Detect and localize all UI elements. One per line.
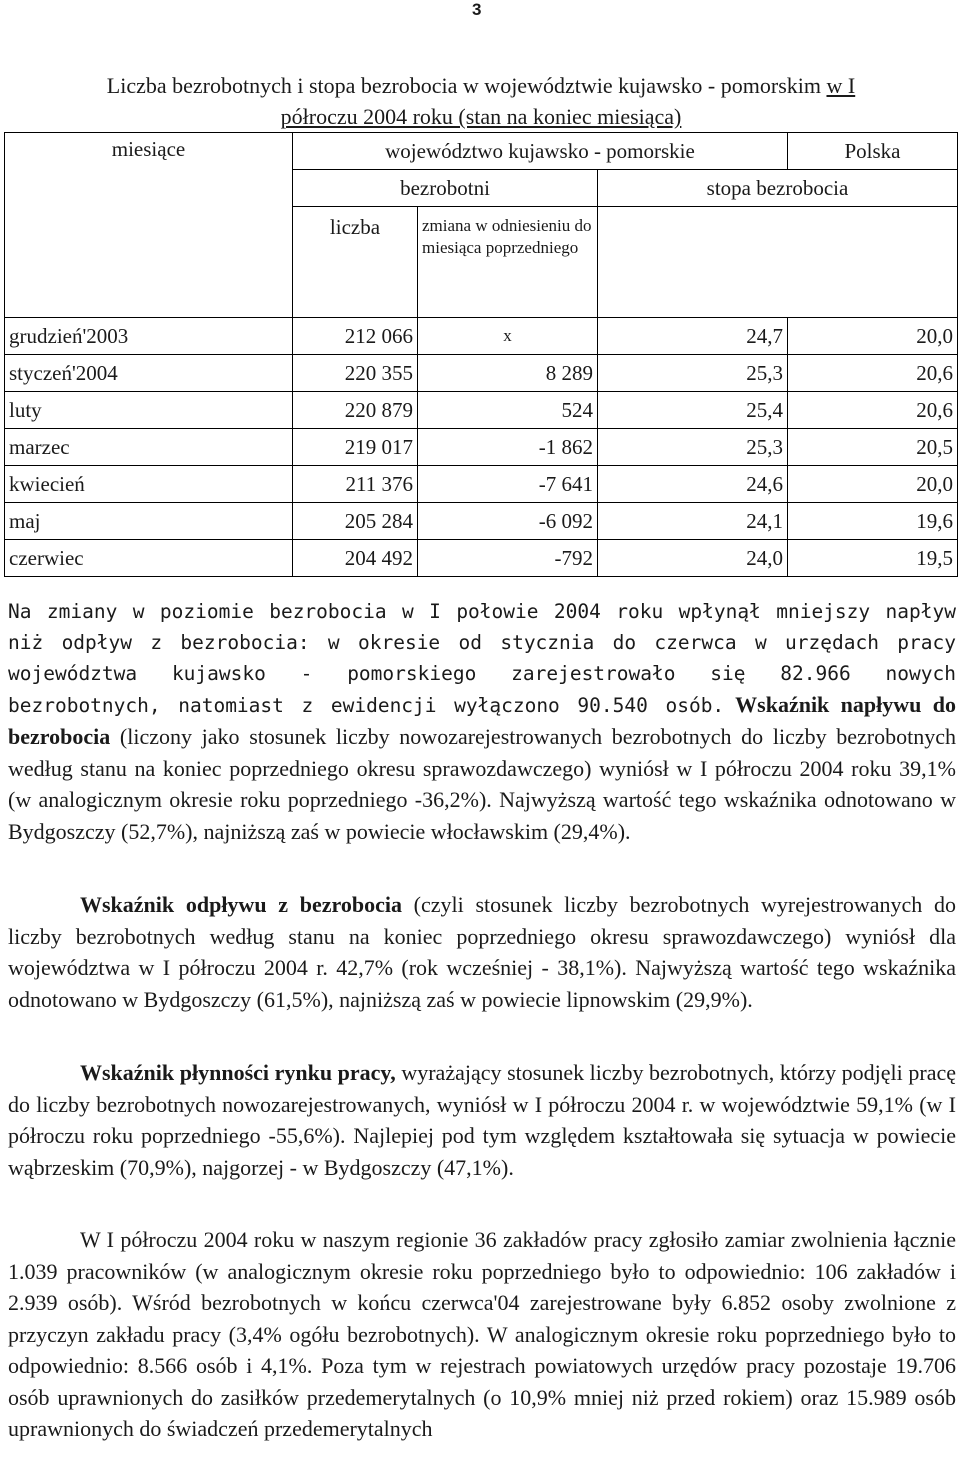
table-body bbox=[5, 318, 958, 577]
paragraph-inflow-intro: Na zmiany w poziomie bezrobocia w I połowie 2004 roku wpłynął mniejszy napływ niż odpływ z bezrobocia: w okresie od stycznia do czerwca w urzędach pracy województwa kujawsko - pomorskiego zarejestrowało się 82.966 nowych bezrobotnych, natomiast z ewidencji wyłączono 90.540 osób. bbox=[8, 600, 956, 717]
header-change: zmiana w odniesieniu do miesiąca poprzedniego bbox=[418, 207, 598, 318]
cell-rate: 24,1 bbox=[598, 503, 788, 540]
header-region: województwo kujawsko - pomorskie bbox=[293, 133, 788, 170]
paragraph-inflow bbox=[8, 596, 956, 847]
cell-month: styczeń'2004 bbox=[5, 355, 293, 392]
inflow-rate-text: (liczony jako stosunek liczby nowozarejestrowanych bezrobotnych do liczby bezrobotnych według stanu na koniec poprzedniego okresu sprawozdawczego) wyniósł w I półroczu 2004 roku 39,1% (w analogicznym okresie roku poprzedniego -36,2%). Najwyższą wartość tego wskaźnika odnotowano w Bydgoszczy (52,7%), najniższą zaś w powiecie włocławskim (29,4%). bbox=[8, 724, 956, 844]
cell-month: czerwiec bbox=[5, 540, 293, 577]
cell-change: -6 092 bbox=[418, 503, 598, 540]
table-row bbox=[5, 429, 958, 466]
cell-change: 524 bbox=[418, 392, 598, 429]
cell-month: grudzień'2003 bbox=[5, 318, 293, 355]
paragraph-outflow bbox=[8, 889, 956, 1015]
cell-poland: 19,6 bbox=[788, 503, 958, 540]
header-unemployed: bezrobotni bbox=[293, 170, 598, 207]
title-line1-underlined: w I bbox=[826, 73, 856, 98]
cell-rate: 25,3 bbox=[598, 355, 788, 392]
table-row bbox=[5, 355, 958, 392]
cell-change: 8 289 bbox=[418, 355, 598, 392]
header-count: liczba bbox=[293, 207, 418, 318]
cell-poland: 20,5 bbox=[788, 429, 958, 466]
table-row bbox=[5, 318, 958, 355]
cell-month: maj bbox=[5, 503, 293, 540]
liquidity-rate-text: wyrażający stosunek liczby bezrobotnych, którzy podjęli pracę do liczby bezrobotnych nowozarejestrowanych, wyniósł w I półroczu 2004 r. w województwie 59,1% (w I półroczu roku poprzedniego -55,6%). Najlepiej pod tym względem kształtowała się sytuacja w powiecie wąbrzeskim (70,9%), najgorzej - w Bydgoszczy (47,1%). bbox=[8, 1060, 956, 1180]
cell-count: 205 284 bbox=[293, 503, 418, 540]
table-row bbox=[5, 503, 958, 540]
cell-month: luty bbox=[5, 392, 293, 429]
unemployment-table bbox=[4, 132, 958, 577]
cell-rate: 24,7 bbox=[598, 318, 788, 355]
cell-change: -792 bbox=[418, 540, 598, 577]
header-months: miesiące bbox=[5, 133, 293, 318]
outflow-rate-term: Wskaźnik odpływu z bezrobocia bbox=[80, 892, 402, 917]
cell-count: 220 355 bbox=[293, 355, 418, 392]
cell-change: x bbox=[418, 318, 598, 355]
cell-poland: 20,6 bbox=[788, 355, 958, 392]
inflow-rate-term: Wskaźnik napływu do bezrobocia bbox=[8, 692, 956, 749]
header-poland: Polska bbox=[788, 133, 958, 170]
header-row-1 bbox=[5, 133, 958, 170]
cell-poland: 19,5 bbox=[788, 540, 958, 577]
cell-count: 212 066 bbox=[293, 318, 418, 355]
outflow-rate-text: (czyli stosunek liczby bezrobotnych wyrejestrowanych do liczby bezrobotnych według stanu na koniec poprzedniego okresu sprawozdawczego) wyniósł dla województwa w I półroczu 2004 r. 42,7% (rok wcześniej - 38,1%). Najwyższą wartość tego wskaźnika odnotowano w Bydgoszczy (61,5%), najniższą zaś w powiecie lipnowskim (29,9%). bbox=[8, 892, 957, 1012]
liquidity-rate-term: Wskaźnik płynności rynku pracy, bbox=[80, 1060, 396, 1085]
page-number: 3 bbox=[472, 0, 482, 19]
table-row bbox=[5, 540, 958, 577]
cell-count: 220 879 bbox=[293, 392, 418, 429]
title-line2: półroczu 2004 roku (stan na koniec miesiąca) bbox=[280, 104, 682, 129]
cell-rate: 25,3 bbox=[598, 429, 788, 466]
cell-count: 211 376 bbox=[293, 466, 418, 503]
cell-change: -1 862 bbox=[418, 429, 598, 466]
cell-count: 204 492 bbox=[293, 540, 418, 577]
cell-change: -7 641 bbox=[418, 466, 598, 503]
cell-count: 219 017 bbox=[293, 429, 418, 466]
cell-rate: 24,0 bbox=[598, 540, 788, 577]
header-rate: stopa bezrobocia bbox=[598, 170, 958, 207]
cell-month: kwiecień bbox=[5, 466, 293, 503]
cell-poland: 20,0 bbox=[788, 318, 958, 355]
cell-month: marzec bbox=[5, 429, 293, 466]
paragraph-layoffs: W I półroczu 2004 roku w naszym regionie 36 zakładów pracy zgłosiło zamiar zwolnienia łącznie 1.039 pracowników (w analogicznym okresie roku poprzedniego było to odpowiednio: 106 zakładów i 2.939 osób). Wśród bezrobotnych w końcu czerwca'04 zarejestrowane były 6.852 osoby zwolnione z przyczyn zakładu pracy (3,4% ogółu bezrobotnych). W analogicznym okresie roku poprzedniego było to odpowiednio: 8.566 osób i 4,1%. Poza tym w rejestrach powiatowych urzędów pracy pozostaje 19.706 osób uprawnionych do zasiłków przedemerytalnych (o 10,9% mniej niż przed rokiem) oraz 15.989 osób uprawnionych do świadczeń przedemerytalnych bbox=[8, 1227, 956, 1441]
table-title bbox=[6, 70, 956, 132]
cell-poland: 20,0 bbox=[788, 466, 958, 503]
title-line1: Liczba bezrobotnych i stopa bezrobocia w województwie kujawsko - pomorskim bbox=[106, 73, 827, 98]
table-row bbox=[5, 466, 958, 503]
cell-poland: 20,6 bbox=[788, 392, 958, 429]
paragraph-liquidity bbox=[8, 1057, 956, 1183]
table-row bbox=[5, 392, 958, 429]
cell-rate: 24,6 bbox=[598, 466, 788, 503]
header-empty bbox=[598, 207, 958, 318]
cell-rate: 25,4 bbox=[598, 392, 788, 429]
